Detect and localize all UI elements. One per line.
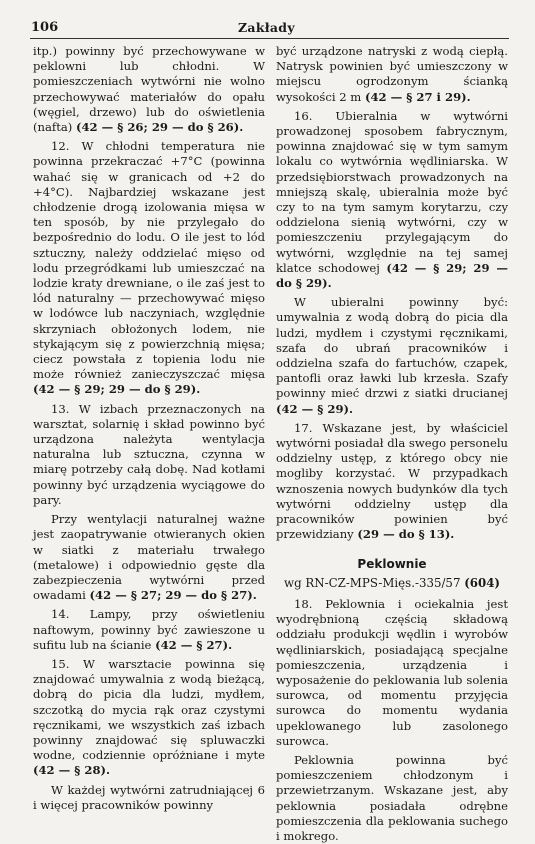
paragraph: 14. Lampy, przy oświetleniu naftowym, powinny być zawieszone u sufitu lub na ścianie (42 — § 27). [33,607,265,652]
paragraph: 12. W chłodni temperatura nie powinna przekraczać +7°C (powinna wahać się w granicach od +2 do +4°C). Najbardziej wskazane jest chłodzenie drogą izolowania mięsa w ten sposób, by nie przylegało do bezpośrednio do lodu. O ile jest to lód sztuczny, należy oddzielać mięso od lodu przegródkami lub umieszczać na lodzie kraty drewniane, o ile zaś jest to lód naturalny — przechowywać mięso w lodówce lub naczyniach, względnie skrzyniach obłożonych lodem, nie stykającym się z powierzchnią mięsa; ciecz powstała z topienia lodu nie może również zanieczyszczać mięsa (42 — § 29; 29 — do § 29). [33,139,265,397]
running-head: Zakłady [238,20,295,35]
left-column [33,44,265,813]
paragraph: Peklownia powinna być pomieszczeniem chłodzonym i przewietrzanym. Wskazane jest, aby peklownia posiadała odrębne pomieszczenia dla peklowania suchego i mokrego. [276,752,508,843]
right-column [276,44,508,844]
paragraph: 13. W izbach przeznaczonych na warsztat, solarnię i skład powinno być urządzona należyta wentylacja naturalna lub sztuczna, czynna w miarę potrzeby całą dobę. Nad kotłami powinny być urządzenia wyciągowe do pary. [33,401,265,507]
standard-reference: wg RN-CZ-MPS-Mięs.-335/57 (604) [284,575,500,590]
paragraph: itp.) powinny być przechowywane w peklowni lub chłodni. W pomieszczeniach wytwórni nie wolno przechowywać materiałów do opału (węgiel, drzewo) lub do oświetlenia (nafta) (42 — § 26; 29 — do § 26). [33,44,265,135]
paragraph: 17. Wskazane jest, by właściciel wytwórni posiadał dla swego personelu oddzielny ustęp, z którego obcy nie mogliby korzystać. W przypadkach wznoszenia nowych budynków dla tych wytwórni oddzielny ustęp dla pracowników powinien być przewidziany (29 — do § 13). [276,420,508,542]
paragraph: 18. Peklownia i ociekalnia jest wyodrębnioną częścią składową oddziału produkcji wędlin i wyrobów wędliniarskich, posiadającą specjalne pomieszczenia, urządzenia i wyposażenie do peklowania lub solenia surowca, od momentu przyjęcia surowca do momentu wydania upeklowanego lub zasolonego surowca. [276,596,508,748]
paragraph: W ubieralni powinny być: umywalnia z wodą dobrą do picia dla ludzi, mydłem i czystymi ręcznikami, szafa do ubrań pracowników i oddzielna szafa do fartuchów, czapek, pantofli oraz ławki lub krzesła. Szafy powinny mieć drzwi z siatki drucianej (42 — § 29). [276,295,508,416]
paragraph: 15. W warsztacie powinna się znajdować umywalnia z wodą bieżącą, dobrą do picia dla ludzi, mydłem, szczotką do mycia rąk oraz czystymi ręcznikami, we wszystkich zaś izbach powinny znajdować się spluwaczki wodne, codziennie opróżniane i myte (42 — § 28). [33,656,265,778]
paragraph: być urządzone natryski z wodą ciepłą. Natrysk powinien być umieszczony w miejscu ogrodzonym ścianką wysokości 2 m (42 — § 27 i 29). [276,44,508,104]
paragraph: 16. Ubieralnia w wytwórni prowadzonej sposobem fabrycznym, powinna znajdować się w tym samym lokalu co wytwórnia wędliniarska. W przedsiębiorstwach prowadzonych na mniejszą skalę, ubieralnia może być czy to na tym samym korytarzu, czy oddzielona sienią wytwórni, czy w pomieszczeniu przylegającym do wytwórni, względnie na tej samej klatce schodowej (42 — § 29; 29 — do § 29). [276,108,508,291]
paragraph: W każdej wytwórni zatrudniającej 6 i więcej pracowników powinny [33,782,265,812]
page-number: 106 [31,20,59,35]
header-rule [30,38,509,39]
section-heading: Peklownie [357,556,427,571]
paragraph: Przy wentylacji naturalnej ważne jest zaopatrywanie otwieranych okien w siatki z materiału trwałego (metalowe) i odpowiednio gęste dla zabezpieczenia wytwórni przed owadami (42 — § 27; 29 — do § 27). [33,512,265,603]
